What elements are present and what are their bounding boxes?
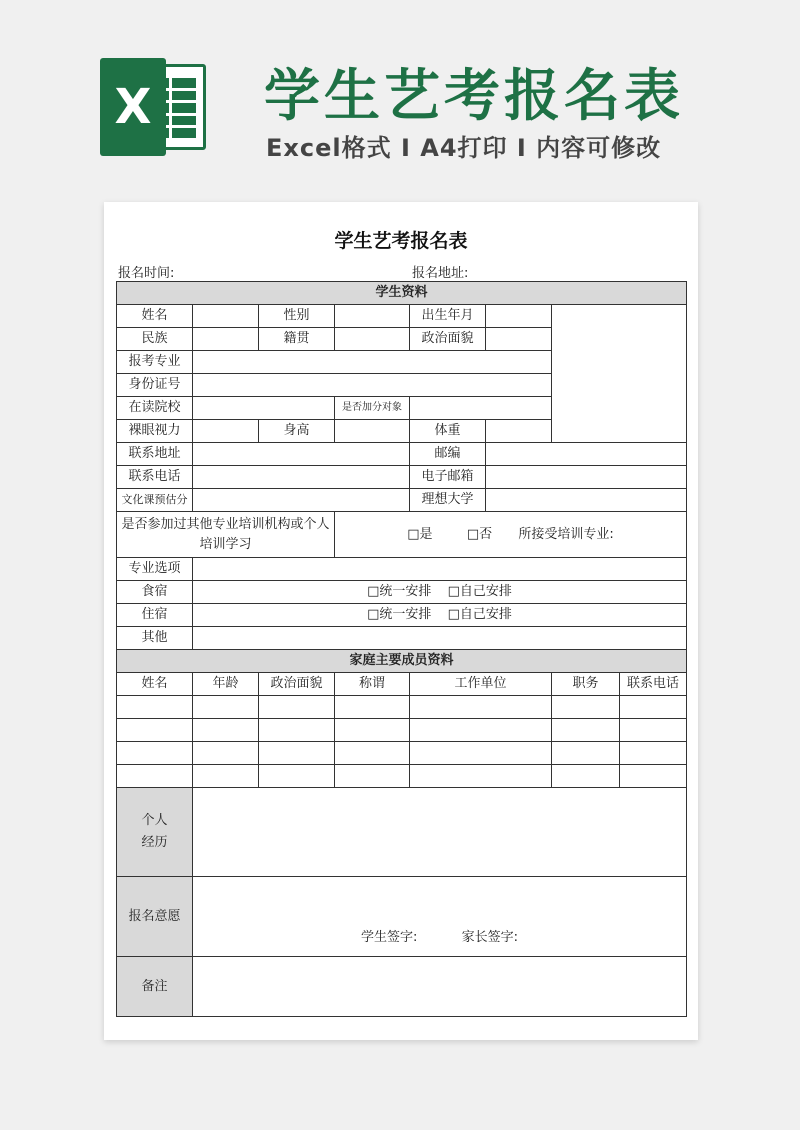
section-family-header: 家庭主要成员资料 bbox=[117, 650, 687, 673]
meals-unified-checkbox[interactable]: □统一安排 bbox=[367, 584, 432, 599]
gender-field[interactable] bbox=[335, 305, 410, 328]
family-row bbox=[117, 696, 687, 719]
report-address-label: 报名地址: bbox=[412, 266, 469, 281]
eyesight-label: 裸眼视力 bbox=[117, 420, 193, 443]
ethnicity-field[interactable] bbox=[193, 328, 259, 351]
email-field[interactable] bbox=[486, 466, 687, 489]
parent-sign-label: 家长签字: bbox=[461, 930, 519, 945]
name-label: 姓名 bbox=[117, 305, 193, 328]
phone-label: 联系电话 bbox=[117, 466, 193, 489]
bonus-field[interactable] bbox=[410, 397, 552, 420]
section-student-header: 学生资料 bbox=[117, 282, 687, 305]
excel-logo-icon: X bbox=[100, 58, 206, 156]
family-col-name: 姓名 bbox=[117, 673, 193, 696]
birth-label: 出生年月 bbox=[410, 305, 486, 328]
eyesight-field[interactable] bbox=[193, 420, 259, 443]
banner-subtitle: Excel格式 Ⅰ A4打印 Ⅰ 内容可修改 bbox=[266, 134, 662, 162]
family-col-relation: 称谓 bbox=[335, 673, 410, 696]
report-time-label: 报名时间: bbox=[118, 266, 175, 281]
ethnicity-label: 民族 bbox=[117, 328, 193, 351]
remarks-field[interactable] bbox=[193, 957, 687, 1017]
email-label: 电子邮箱 bbox=[410, 466, 486, 489]
weight-field[interactable] bbox=[486, 420, 552, 443]
major-option-label: 专业选项 bbox=[117, 558, 193, 581]
meals-label: 食宿 bbox=[117, 581, 193, 604]
weight-label: 体重 bbox=[410, 420, 486, 443]
major-field[interactable] bbox=[193, 351, 552, 374]
student-sign-label: 学生签字: bbox=[360, 930, 418, 945]
registration-table bbox=[116, 281, 687, 1017]
id-number-field[interactable] bbox=[193, 374, 552, 397]
meals-self-checkbox[interactable]: □自己安排 bbox=[447, 584, 512, 599]
form-sheet bbox=[104, 202, 698, 1040]
family-row bbox=[117, 765, 687, 788]
form-title: 学生艺考报名表 bbox=[334, 230, 468, 252]
major-option-field[interactable] bbox=[193, 558, 687, 581]
height-label: 身高 bbox=[259, 420, 335, 443]
gender-label: 性别 bbox=[259, 305, 335, 328]
banner bbox=[0, 0, 800, 200]
postcode-label: 邮编 bbox=[410, 443, 486, 466]
address-label: 联系地址 bbox=[117, 443, 193, 466]
phone-field[interactable] bbox=[193, 466, 410, 489]
political-field[interactable] bbox=[486, 328, 552, 351]
family-row bbox=[117, 719, 687, 742]
school-field[interactable] bbox=[193, 397, 335, 420]
family-col-employer: 工作单位 bbox=[410, 673, 552, 696]
training-question-label: 是否参加过其他专业培训机构或个人培训学习 bbox=[117, 512, 335, 558]
lodging-unified-checkbox[interactable]: □统一安排 bbox=[367, 607, 432, 622]
height-field[interactable] bbox=[335, 420, 410, 443]
family-col-phone: 联系电话 bbox=[620, 673, 687, 696]
training-major-label: 所接受培训专业: bbox=[518, 526, 614, 542]
training-no-checkbox[interactable]: □否 bbox=[466, 526, 493, 542]
address-field[interactable] bbox=[193, 443, 410, 466]
training-yes-checkbox[interactable]: □是 bbox=[407, 526, 433, 542]
banner-title: 学生艺考报名表 bbox=[264, 64, 684, 129]
photo-area[interactable] bbox=[552, 305, 687, 443]
est-score-field[interactable] bbox=[193, 489, 410, 512]
remarks-label: 备注 bbox=[117, 957, 193, 1017]
training-answer-cell bbox=[335, 512, 687, 558]
meals-options bbox=[193, 581, 687, 604]
other-label: 其他 bbox=[117, 627, 193, 650]
personal-history-label: 个人 经历 bbox=[117, 788, 193, 877]
personal-history-field[interactable] bbox=[193, 788, 687, 877]
other-field[interactable] bbox=[193, 627, 687, 650]
political-label: 政治面貌 bbox=[410, 328, 486, 351]
lodging-label: 住宿 bbox=[117, 604, 193, 627]
bonus-label: 是否加分对象 bbox=[335, 397, 410, 420]
family-col-political: 政治面貌 bbox=[259, 673, 335, 696]
family-col-position: 职务 bbox=[552, 673, 620, 696]
intent-label: 报名意愿 bbox=[117, 877, 193, 957]
name-field[interactable] bbox=[193, 305, 259, 328]
ideal-univ-field[interactable] bbox=[486, 489, 687, 512]
family-col-age: 年龄 bbox=[193, 673, 259, 696]
major-label: 报考专业 bbox=[117, 351, 193, 374]
family-row bbox=[117, 742, 687, 765]
school-label: 在读院校 bbox=[117, 397, 193, 420]
est-score-label: 文化课预估分 bbox=[117, 489, 193, 512]
birth-field[interactable] bbox=[486, 305, 552, 328]
postcode-field[interactable] bbox=[486, 443, 687, 466]
ideal-univ-label: 理想大学 bbox=[410, 489, 486, 512]
id-number-label: 身份证号 bbox=[117, 374, 193, 397]
intent-field[interactable] bbox=[193, 877, 687, 957]
lodging-options bbox=[193, 604, 687, 627]
native-place-label: 籍贯 bbox=[259, 328, 335, 351]
lodging-self-checkbox[interactable]: □自己安排 bbox=[447, 607, 512, 622]
native-place-field[interactable] bbox=[335, 328, 410, 351]
